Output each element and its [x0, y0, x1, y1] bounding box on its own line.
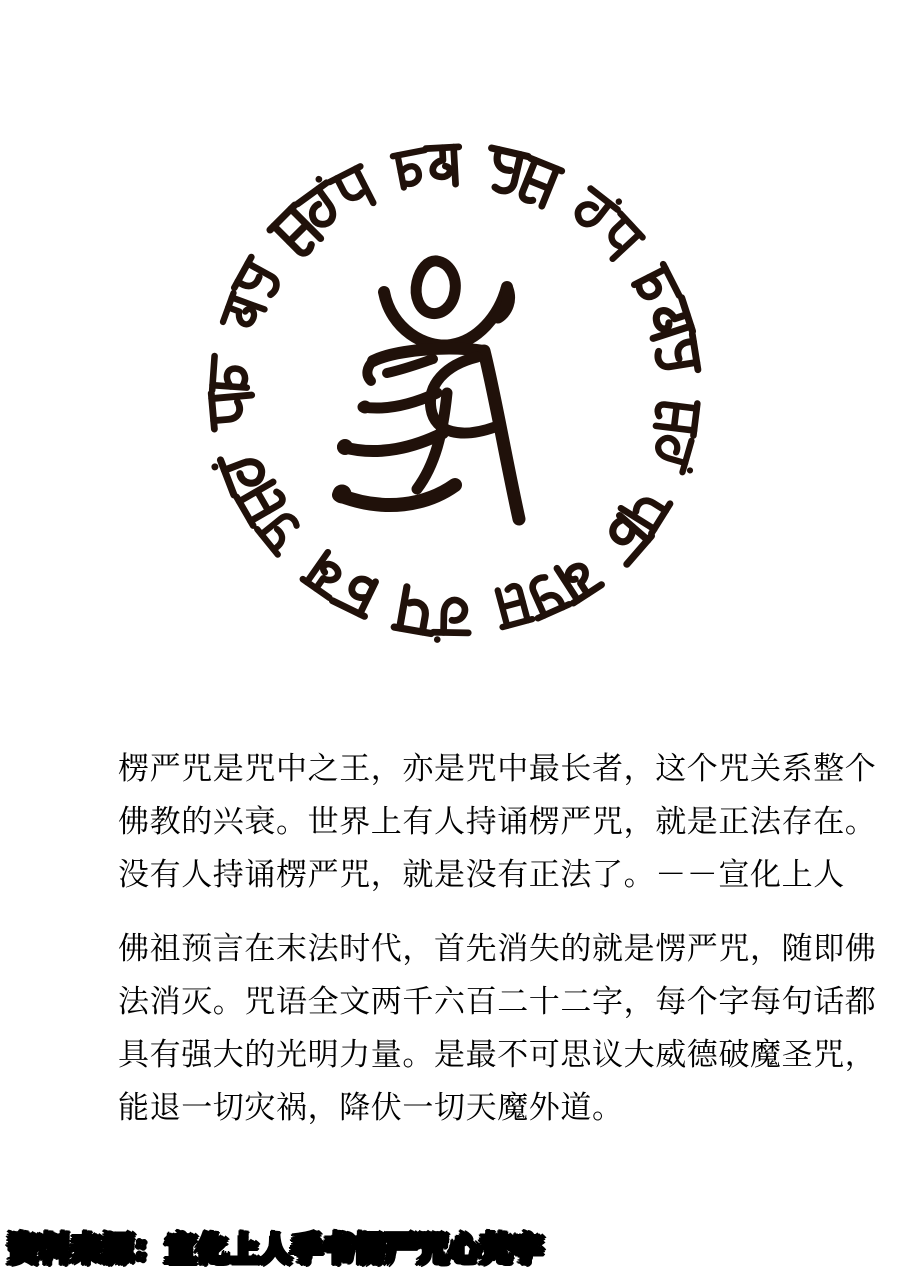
mantra-ring-glyph — [593, 213, 642, 262]
mantra-ring-glyph — [212, 356, 249, 393]
text-line: 佛教的兴衰。世界上有人持诵楞严咒，就是正法存在。 — [118, 804, 877, 839]
mantra-emblem-graphic — [195, 130, 715, 650]
mantra-ring-glyph — [223, 293, 266, 334]
mantra-ring — [210, 147, 701, 644]
mantra-ring-glyph — [644, 298, 693, 344]
text-line: 能退一切灾祸，降伏一切天魔外道。 — [118, 1090, 624, 1125]
text-line: 具有强大的光明力量。是最不可思议大威德破魔圣咒， — [118, 1037, 877, 1072]
seed-syllable-glyph — [333, 261, 520, 519]
mantra-ring-glyph — [653, 432, 701, 475]
mantra-ring-glyph — [393, 150, 431, 188]
mantra-ring-glyph — [211, 390, 254, 429]
source-caption: 资料来源：宣化上人手书愣严咒心梵字 — [8, 1232, 544, 1267]
mantra-ring-glyph — [655, 399, 697, 436]
mantra-ring-glyph — [330, 166, 378, 216]
mantra-ring-glyph — [515, 158, 561, 208]
body-text — [118, 742, 877, 1134]
description-paragraph — [118, 922, 877, 1134]
mantra-ring-glyph — [394, 586, 438, 634]
mantra-ring-glyph — [493, 584, 532, 627]
text-line: 没有人持诵楞严咒，就是没有正法了。－－宣化上人 — [118, 857, 845, 892]
text-line: 法消灭。咒语全文两千六百二十二字，每个字每句话都 — [118, 984, 877, 1019]
text-line: 楞严咒是咒中之王，亦是咒中最长者，这个咒关系整个 — [118, 751, 877, 786]
mantra-ring-glyph — [270, 205, 325, 260]
mantra-ring-glyph — [303, 549, 350, 597]
mantra-ring-glyph — [632, 264, 679, 311]
mantra-ring-glyph — [433, 600, 469, 644]
text-line: 佛祖预言在末法时代，首先消失的就是愣严咒，随即佛 — [118, 931, 877, 966]
shurangama-mantra-emblem — [195, 130, 715, 650]
mantra-ring-glyph — [655, 334, 698, 375]
quote-paragraph — [118, 742, 877, 901]
mantra-ring-glyph — [426, 147, 461, 186]
